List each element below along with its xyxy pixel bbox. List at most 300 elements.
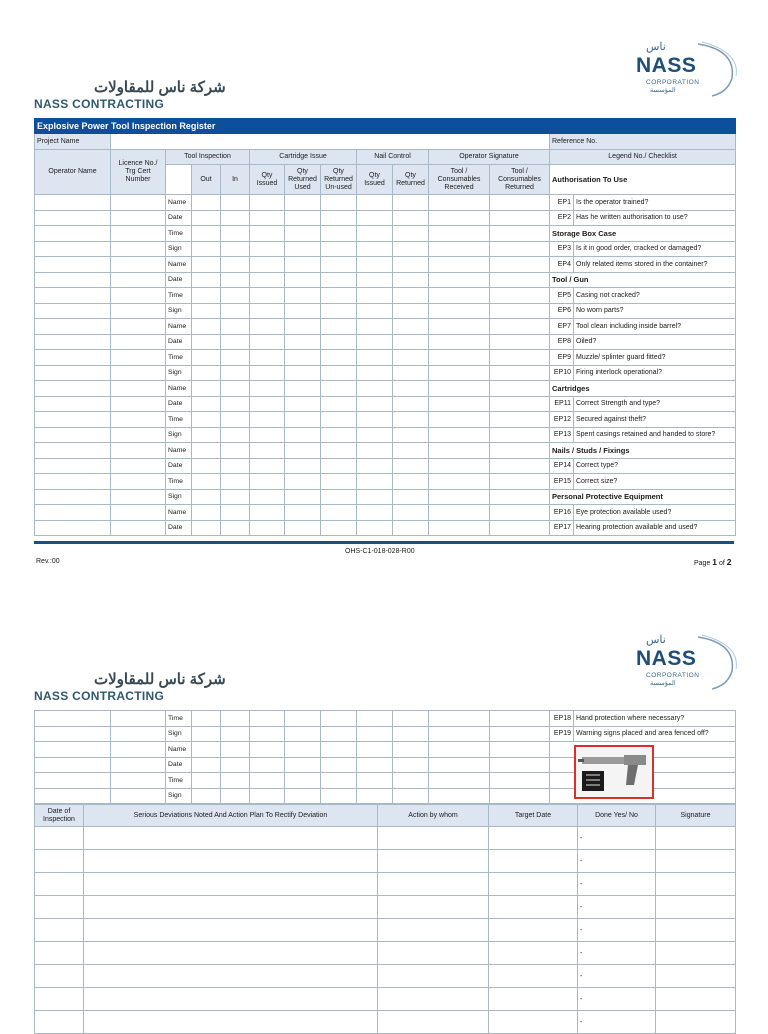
licence-cell[interactable] <box>111 350 166 366</box>
consumables-returned-cell[interactable] <box>490 210 550 226</box>
nail-qty-issued-cell[interactable] <box>357 458 393 474</box>
qty-issued-cell[interactable] <box>250 241 285 257</box>
done-cell[interactable]: - <box>578 965 656 988</box>
done-cell[interactable]: - <box>578 919 656 942</box>
tool-out-cell[interactable] <box>192 303 221 319</box>
consumables-received-cell[interactable] <box>429 288 490 304</box>
nail-qty-returned-cell[interactable] <box>393 334 429 350</box>
consumables-returned-cell[interactable] <box>490 726 550 742</box>
tool-in-cell[interactable] <box>221 757 250 773</box>
operator-name-cell[interactable] <box>35 381 111 397</box>
date-cell[interactable] <box>35 873 84 896</box>
consumables-returned-cell[interactable] <box>490 443 550 459</box>
qty-issued-cell[interactable] <box>250 226 285 242</box>
qty-returned-used-cell[interactable] <box>285 319 321 335</box>
operator-name-cell[interactable] <box>35 334 111 350</box>
nail-qty-returned-cell[interactable] <box>393 381 429 397</box>
qty-issued-cell[interactable] <box>250 334 285 350</box>
nail-qty-issued-cell[interactable] <box>357 788 393 804</box>
operator-name-cell[interactable] <box>35 412 111 428</box>
qty-returned-used-cell[interactable] <box>285 334 321 350</box>
nail-qty-returned-cell[interactable] <box>393 489 429 505</box>
consumables-received-cell[interactable] <box>429 520 490 536</box>
qty-returned-used-cell[interactable] <box>285 195 321 211</box>
operator-name-cell[interactable] <box>35 319 111 335</box>
nail-qty-issued-cell[interactable] <box>357 319 393 335</box>
signature-cell[interactable] <box>656 942 736 965</box>
action-by-cell[interactable] <box>378 965 489 988</box>
consumables-returned-cell[interactable] <box>490 773 550 789</box>
consumables-received-cell[interactable] <box>429 350 490 366</box>
qty-returned-used-cell[interactable] <box>285 396 321 412</box>
qty-returned-unused-cell[interactable] <box>321 520 357 536</box>
action-by-cell[interactable] <box>378 850 489 873</box>
tool-out-cell[interactable] <box>192 773 221 789</box>
consumables-returned-cell[interactable] <box>490 195 550 211</box>
nail-qty-issued-cell[interactable] <box>357 726 393 742</box>
nail-qty-returned-cell[interactable] <box>393 427 429 443</box>
nail-qty-issued-cell[interactable] <box>357 711 393 727</box>
nail-qty-returned-cell[interactable] <box>393 396 429 412</box>
consumables-received-cell[interactable] <box>429 334 490 350</box>
signature-cell[interactable] <box>656 850 736 873</box>
qty-returned-used-cell[interactable] <box>285 288 321 304</box>
licence-cell[interactable] <box>111 241 166 257</box>
done-cell[interactable]: - <box>578 1011 656 1034</box>
qty-returned-unused-cell[interactable] <box>321 726 357 742</box>
qty-returned-used-cell[interactable] <box>285 412 321 428</box>
consumables-returned-cell[interactable] <box>490 334 550 350</box>
qty-issued-cell[interactable] <box>250 288 285 304</box>
qty-returned-used-cell[interactable] <box>285 773 321 789</box>
consumables-received-cell[interactable] <box>429 458 490 474</box>
nail-qty-returned-cell[interactable] <box>393 303 429 319</box>
operator-name-cell[interactable] <box>35 443 111 459</box>
consumables-received-cell[interactable] <box>429 226 490 242</box>
operator-name-cell[interactable] <box>35 241 111 257</box>
signature-cell[interactable] <box>656 919 736 942</box>
qty-issued-cell[interactable] <box>250 195 285 211</box>
qty-returned-unused-cell[interactable] <box>321 272 357 288</box>
nail-qty-returned-cell[interactable] <box>393 458 429 474</box>
operator-name-cell[interactable] <box>35 711 111 727</box>
target-date-cell[interactable] <box>489 942 578 965</box>
licence-cell[interactable] <box>111 365 166 381</box>
consumables-received-cell[interactable] <box>429 396 490 412</box>
target-date-cell[interactable] <box>489 919 578 942</box>
licence-cell[interactable] <box>111 773 166 789</box>
deviation-cell[interactable] <box>84 873 378 896</box>
nail-qty-issued-cell[interactable] <box>357 489 393 505</box>
qty-returned-unused-cell[interactable] <box>321 427 357 443</box>
qty-issued-cell[interactable] <box>250 365 285 381</box>
operator-name-cell[interactable] <box>35 742 111 758</box>
qty-returned-used-cell[interactable] <box>285 788 321 804</box>
deviation-cell[interactable] <box>84 896 378 919</box>
tool-in-cell[interactable] <box>221 427 250 443</box>
qty-issued-cell[interactable] <box>250 458 285 474</box>
tool-out-cell[interactable] <box>192 241 221 257</box>
action-by-cell[interactable] <box>378 919 489 942</box>
tool-out-cell[interactable] <box>192 443 221 459</box>
licence-cell[interactable] <box>111 272 166 288</box>
qty-returned-used-cell[interactable] <box>285 474 321 490</box>
qty-returned-used-cell[interactable] <box>285 257 321 273</box>
tool-out-cell[interactable] <box>192 520 221 536</box>
operator-name-cell[interactable] <box>35 257 111 273</box>
deviation-cell[interactable] <box>84 1011 378 1034</box>
tool-out-cell[interactable] <box>192 757 221 773</box>
operator-name-cell[interactable] <box>35 458 111 474</box>
licence-cell[interactable] <box>111 257 166 273</box>
consumables-received-cell[interactable] <box>429 319 490 335</box>
qty-returned-unused-cell[interactable] <box>321 210 357 226</box>
operator-name-cell[interactable] <box>35 505 111 521</box>
tool-in-cell[interactable] <box>221 226 250 242</box>
consumables-returned-cell[interactable] <box>490 319 550 335</box>
operator-name-cell[interactable] <box>35 489 111 505</box>
tool-in-cell[interactable] <box>221 489 250 505</box>
licence-cell[interactable] <box>111 757 166 773</box>
operator-name-cell[interactable] <box>35 520 111 536</box>
consumables-received-cell[interactable] <box>429 489 490 505</box>
qty-returned-unused-cell[interactable] <box>321 288 357 304</box>
tool-in-cell[interactable] <box>221 443 250 459</box>
done-cell[interactable]: - <box>578 850 656 873</box>
qty-returned-unused-cell[interactable] <box>321 773 357 789</box>
qty-returned-used-cell[interactable] <box>285 742 321 758</box>
qty-returned-unused-cell[interactable] <box>321 412 357 428</box>
signature-cell[interactable] <box>656 988 736 1011</box>
signature-cell[interactable] <box>656 827 736 850</box>
consumables-received-cell[interactable] <box>429 474 490 490</box>
qty-returned-unused-cell[interactable] <box>321 489 357 505</box>
qty-returned-unused-cell[interactable] <box>321 396 357 412</box>
consumables-received-cell[interactable] <box>429 365 490 381</box>
consumables-returned-cell[interactable] <box>490 241 550 257</box>
nail-qty-issued-cell[interactable] <box>357 210 393 226</box>
deviation-cell[interactable] <box>84 965 378 988</box>
tool-out-cell[interactable] <box>192 742 221 758</box>
qty-returned-used-cell[interactable] <box>285 520 321 536</box>
nail-qty-issued-cell[interactable] <box>357 505 393 521</box>
nail-qty-returned-cell[interactable] <box>393 788 429 804</box>
consumables-returned-cell[interactable] <box>490 458 550 474</box>
operator-name-cell[interactable] <box>35 773 111 789</box>
nail-qty-returned-cell[interactable] <box>393 272 429 288</box>
tool-out-cell[interactable] <box>192 319 221 335</box>
qty-returned-used-cell[interactable] <box>285 226 321 242</box>
licence-cell[interactable] <box>111 381 166 397</box>
tool-in-cell[interactable] <box>221 520 250 536</box>
qty-issued-cell[interactable] <box>250 303 285 319</box>
tool-out-cell[interactable] <box>192 226 221 242</box>
done-cell[interactable]: - <box>578 942 656 965</box>
licence-cell[interactable] <box>111 226 166 242</box>
nail-qty-returned-cell[interactable] <box>393 412 429 428</box>
tool-out-cell[interactable] <box>192 474 221 490</box>
licence-cell[interactable] <box>111 711 166 727</box>
qty-returned-unused-cell[interactable] <box>321 303 357 319</box>
qty-returned-used-cell[interactable] <box>285 427 321 443</box>
qty-returned-unused-cell[interactable] <box>321 226 357 242</box>
qty-issued-cell[interactable] <box>250 474 285 490</box>
operator-name-cell[interactable] <box>35 226 111 242</box>
qty-returned-unused-cell[interactable] <box>321 458 357 474</box>
signature-cell[interactable] <box>656 1011 736 1034</box>
target-date-cell[interactable] <box>489 988 578 1011</box>
signature-cell[interactable] <box>656 965 736 988</box>
tool-out-cell[interactable] <box>192 334 221 350</box>
date-cell[interactable] <box>35 919 84 942</box>
qty-returned-unused-cell[interactable] <box>321 350 357 366</box>
qty-returned-used-cell[interactable] <box>285 505 321 521</box>
licence-cell[interactable] <box>111 726 166 742</box>
licence-cell[interactable] <box>111 412 166 428</box>
consumables-returned-cell[interactable] <box>490 505 550 521</box>
target-date-cell[interactable] <box>489 827 578 850</box>
nail-qty-issued-cell[interactable] <box>357 257 393 273</box>
consumables-received-cell[interactable] <box>429 773 490 789</box>
target-date-cell[interactable] <box>489 965 578 988</box>
qty-issued-cell[interactable] <box>250 350 285 366</box>
operator-name-cell[interactable] <box>35 350 111 366</box>
nail-qty-issued-cell[interactable] <box>357 757 393 773</box>
consumables-received-cell[interactable] <box>429 381 490 397</box>
done-cell[interactable]: - <box>578 873 656 896</box>
action-by-cell[interactable] <box>378 1011 489 1034</box>
nail-qty-returned-cell[interactable] <box>393 443 429 459</box>
nail-qty-issued-cell[interactable] <box>357 520 393 536</box>
licence-cell[interactable] <box>111 443 166 459</box>
consumables-received-cell[interactable] <box>429 505 490 521</box>
operator-name-cell[interactable] <box>35 427 111 443</box>
date-cell[interactable] <box>35 1011 84 1034</box>
nail-qty-issued-cell[interactable] <box>357 381 393 397</box>
consumables-returned-cell[interactable] <box>490 350 550 366</box>
licence-cell[interactable] <box>111 788 166 804</box>
qty-returned-unused-cell[interactable] <box>321 195 357 211</box>
qty-returned-used-cell[interactable] <box>285 757 321 773</box>
tool-out-cell[interactable] <box>192 210 221 226</box>
consumables-received-cell[interactable] <box>429 788 490 804</box>
qty-returned-unused-cell[interactable] <box>321 319 357 335</box>
consumables-returned-cell[interactable] <box>490 427 550 443</box>
consumables-returned-cell[interactable] <box>490 412 550 428</box>
tool-in-cell[interactable] <box>221 711 250 727</box>
nail-qty-issued-cell[interactable] <box>357 474 393 490</box>
nail-qty-returned-cell[interactable] <box>393 257 429 273</box>
tool-out-cell[interactable] <box>192 726 221 742</box>
consumables-returned-cell[interactable] <box>490 272 550 288</box>
tool-out-cell[interactable] <box>192 365 221 381</box>
qty-issued-cell[interactable] <box>250 757 285 773</box>
qty-issued-cell[interactable] <box>250 742 285 758</box>
tool-in-cell[interactable] <box>221 365 250 381</box>
tool-out-cell[interactable] <box>192 350 221 366</box>
qty-returned-unused-cell[interactable] <box>321 711 357 727</box>
qty-returned-unused-cell[interactable] <box>321 381 357 397</box>
licence-cell[interactable] <box>111 474 166 490</box>
qty-returned-used-cell[interactable] <box>285 272 321 288</box>
qty-returned-unused-cell[interactable] <box>321 365 357 381</box>
target-date-cell[interactable] <box>489 896 578 919</box>
nail-qty-issued-cell[interactable] <box>357 241 393 257</box>
tool-in-cell[interactable] <box>221 195 250 211</box>
operator-name-cell[interactable] <box>35 726 111 742</box>
nail-qty-returned-cell[interactable] <box>393 288 429 304</box>
nail-qty-returned-cell[interactable] <box>393 757 429 773</box>
licence-cell[interactable] <box>111 210 166 226</box>
licence-cell[interactable] <box>111 288 166 304</box>
tool-in-cell[interactable] <box>221 788 250 804</box>
consumables-returned-cell[interactable] <box>490 288 550 304</box>
tool-out-cell[interactable] <box>192 458 221 474</box>
tool-in-cell[interactable] <box>221 334 250 350</box>
action-by-cell[interactable] <box>378 942 489 965</box>
project-name-field[interactable] <box>111 134 550 150</box>
tool-out-cell[interactable] <box>192 381 221 397</box>
nail-qty-returned-cell[interactable] <box>393 773 429 789</box>
consumables-received-cell[interactable] <box>429 757 490 773</box>
nail-qty-returned-cell[interactable] <box>393 726 429 742</box>
consumables-returned-cell[interactable] <box>490 226 550 242</box>
done-cell[interactable]: - <box>578 827 656 850</box>
signature-cell[interactable] <box>656 873 736 896</box>
tool-in-cell[interactable] <box>221 742 250 758</box>
operator-name-cell[interactable] <box>35 272 111 288</box>
consumables-returned-cell[interactable] <box>490 303 550 319</box>
operator-name-cell[interactable] <box>35 365 111 381</box>
operator-name-cell[interactable] <box>35 303 111 319</box>
qty-returned-used-cell[interactable] <box>285 241 321 257</box>
qty-issued-cell[interactable] <box>250 396 285 412</box>
nail-qty-issued-cell[interactable] <box>357 773 393 789</box>
operator-name-cell[interactable] <box>35 474 111 490</box>
qty-issued-cell[interactable] <box>250 412 285 428</box>
qty-returned-used-cell[interactable] <box>285 365 321 381</box>
tool-out-cell[interactable] <box>192 396 221 412</box>
action-by-cell[interactable] <box>378 988 489 1011</box>
nail-qty-returned-cell[interactable] <box>393 195 429 211</box>
qty-returned-unused-cell[interactable] <box>321 241 357 257</box>
action-by-cell[interactable] <box>378 896 489 919</box>
signature-cell[interactable] <box>656 896 736 919</box>
licence-cell[interactable] <box>111 334 166 350</box>
tool-out-cell[interactable] <box>192 195 221 211</box>
consumables-received-cell[interactable] <box>429 210 490 226</box>
tool-in-cell[interactable] <box>221 272 250 288</box>
date-cell[interactable] <box>35 988 84 1011</box>
consumables-received-cell[interactable] <box>429 742 490 758</box>
tool-in-cell[interactable] <box>221 412 250 428</box>
nail-qty-issued-cell[interactable] <box>357 742 393 758</box>
nail-qty-returned-cell[interactable] <box>393 365 429 381</box>
consumables-received-cell[interactable] <box>429 303 490 319</box>
operator-name-cell[interactable] <box>35 195 111 211</box>
consumables-returned-cell[interactable] <box>490 474 550 490</box>
consumables-received-cell[interactable] <box>429 427 490 443</box>
qty-returned-unused-cell[interactable] <box>321 257 357 273</box>
qty-issued-cell[interactable] <box>250 257 285 273</box>
qty-issued-cell[interactable] <box>250 520 285 536</box>
tool-out-cell[interactable] <box>192 788 221 804</box>
consumables-returned-cell[interactable] <box>490 257 550 273</box>
target-date-cell[interactable] <box>489 873 578 896</box>
deviation-cell[interactable] <box>84 988 378 1011</box>
consumables-received-cell[interactable] <box>429 195 490 211</box>
qty-issued-cell[interactable] <box>250 272 285 288</box>
nail-qty-issued-cell[interactable] <box>357 350 393 366</box>
qty-returned-used-cell[interactable] <box>285 489 321 505</box>
qty-issued-cell[interactable] <box>250 381 285 397</box>
tool-in-cell[interactable] <box>221 381 250 397</box>
tool-in-cell[interactable] <box>221 773 250 789</box>
licence-cell[interactable] <box>111 303 166 319</box>
operator-name-cell[interactable] <box>35 210 111 226</box>
deviation-cell[interactable] <box>84 919 378 942</box>
qty-issued-cell[interactable] <box>250 427 285 443</box>
qty-returned-used-cell[interactable] <box>285 458 321 474</box>
tool-in-cell[interactable] <box>221 505 250 521</box>
tool-in-cell[interactable] <box>221 350 250 366</box>
tool-in-cell[interactable] <box>221 241 250 257</box>
deviation-cell[interactable] <box>84 850 378 873</box>
qty-returned-unused-cell[interactable] <box>321 788 357 804</box>
operator-name-cell[interactable] <box>35 788 111 804</box>
nail-qty-issued-cell[interactable] <box>357 288 393 304</box>
qty-returned-used-cell[interactable] <box>285 350 321 366</box>
nail-qty-returned-cell[interactable] <box>393 350 429 366</box>
action-by-cell[interactable] <box>378 873 489 896</box>
tool-in-cell[interactable] <box>221 257 250 273</box>
consumables-returned-cell[interactable] <box>490 520 550 536</box>
licence-cell[interactable] <box>111 458 166 474</box>
tool-out-cell[interactable] <box>192 272 221 288</box>
done-cell[interactable]: - <box>578 988 656 1011</box>
date-cell[interactable] <box>35 896 84 919</box>
nail-qty-returned-cell[interactable] <box>393 226 429 242</box>
qty-issued-cell[interactable] <box>250 505 285 521</box>
qty-returned-used-cell[interactable] <box>285 381 321 397</box>
nail-qty-returned-cell[interactable] <box>393 210 429 226</box>
qty-issued-cell[interactable] <box>250 773 285 789</box>
consumables-returned-cell[interactable] <box>490 788 550 804</box>
nail-qty-issued-cell[interactable] <box>357 334 393 350</box>
consumables-received-cell[interactable] <box>429 726 490 742</box>
tool-out-cell[interactable] <box>192 288 221 304</box>
consumables-received-cell[interactable] <box>429 412 490 428</box>
qty-returned-unused-cell[interactable] <box>321 334 357 350</box>
consumables-returned-cell[interactable] <box>490 711 550 727</box>
qty-issued-cell[interactable] <box>250 489 285 505</box>
qty-returned-unused-cell[interactable] <box>321 742 357 758</box>
nail-qty-issued-cell[interactable] <box>357 195 393 211</box>
qty-returned-used-cell[interactable] <box>285 303 321 319</box>
done-cell[interactable]: - <box>578 896 656 919</box>
licence-cell[interactable] <box>111 396 166 412</box>
licence-cell[interactable] <box>111 195 166 211</box>
qty-issued-cell[interactable] <box>250 210 285 226</box>
qty-issued-cell[interactable] <box>250 726 285 742</box>
consumables-returned-cell[interactable] <box>490 396 550 412</box>
consumables-returned-cell[interactable] <box>490 757 550 773</box>
target-date-cell[interactable] <box>489 1011 578 1034</box>
nail-qty-returned-cell[interactable] <box>393 319 429 335</box>
tool-in-cell[interactable] <box>221 319 250 335</box>
licence-cell[interactable] <box>111 742 166 758</box>
deviation-cell[interactable] <box>84 827 378 850</box>
